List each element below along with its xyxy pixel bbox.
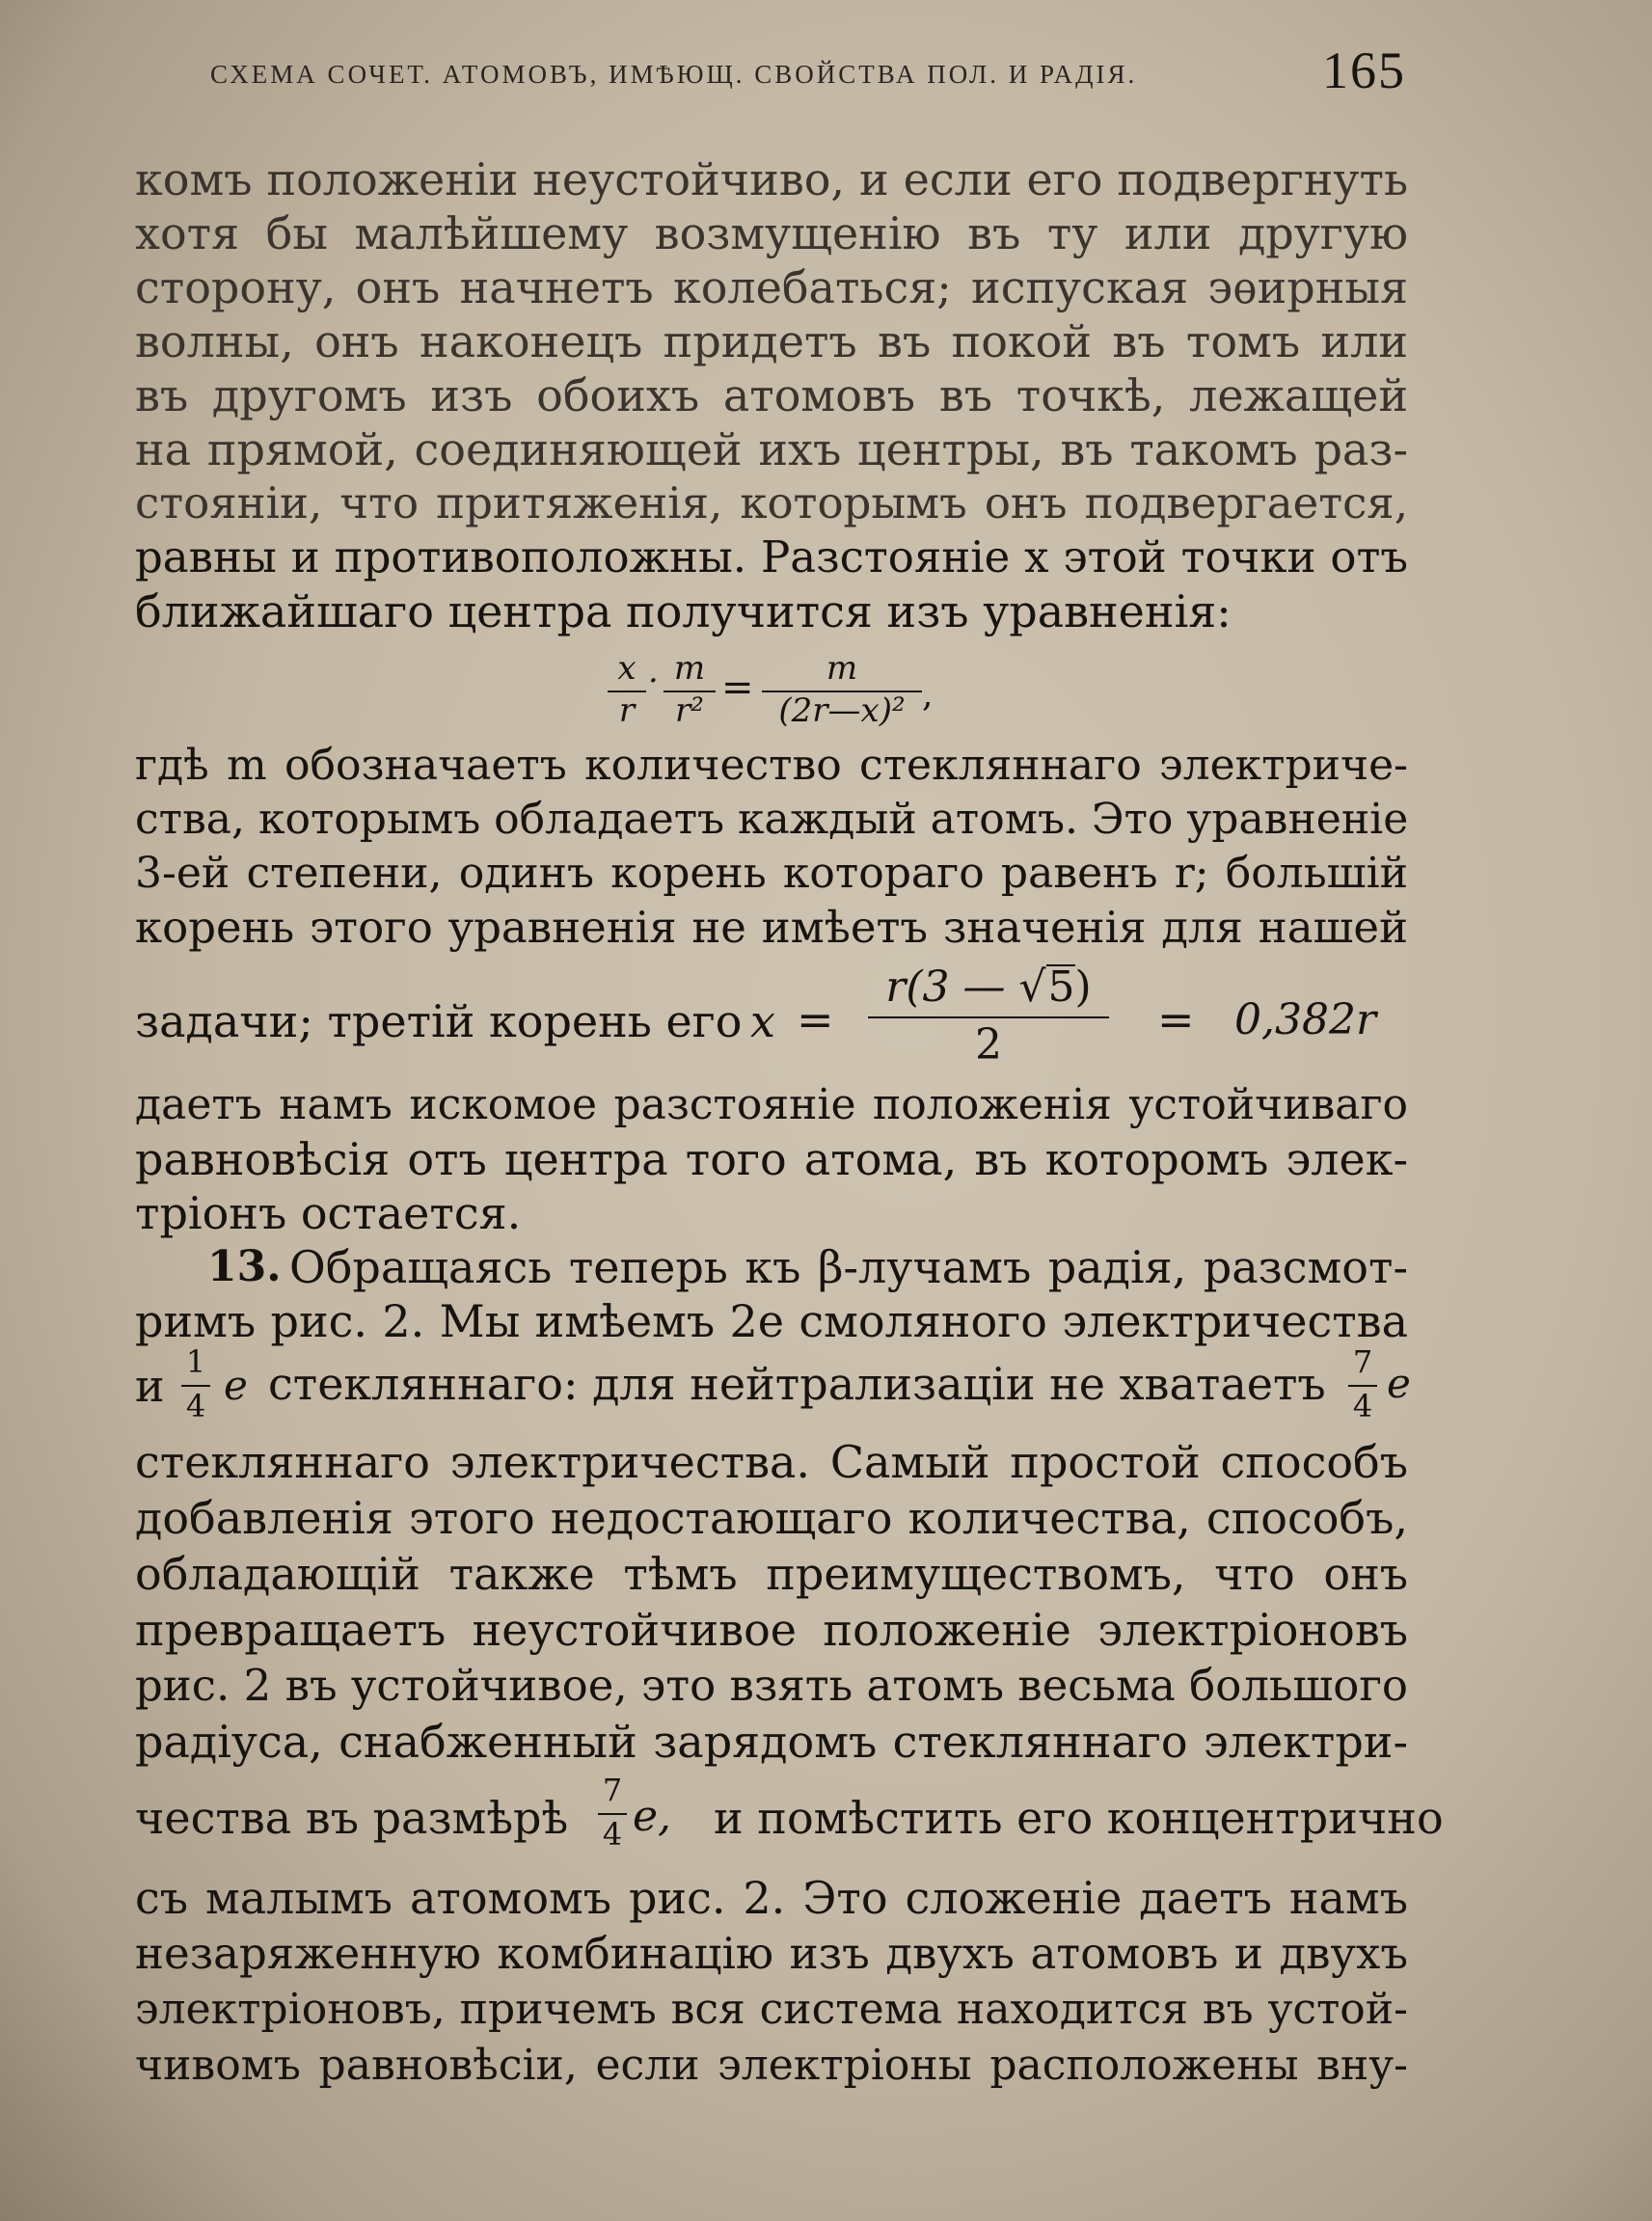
section-number: 13. (207, 1242, 282, 1291)
fraction-seven-quarters: 7 4 (598, 1774, 627, 1855)
paragraph-line: сторону, онъ начнетъ колебаться; испуская эѳирныя (135, 261, 1408, 313)
root-value: 0,382r (1234, 995, 1376, 1044)
running-header-title: СХЕМА СОЧЕТ. АТОМОВЪ, ИМѢЮЩ. СВОЙСТВА ПОЛ. И РАДІЯ. (210, 60, 1138, 89)
paragraph-line: въ другомъ изъ обоихъ атомовъ въ точкѣ, лежащей (135, 369, 1408, 421)
paragraph-line: чивомъ равновѣсіи, если электріоны расположены вну- (135, 2041, 1408, 2090)
paragraph-line: обладающій также тѣмъ преимуществомъ, что онъ (135, 1548, 1408, 1600)
paragraph-line: ближайшаго центра получится изъ уравненія: (135, 585, 1232, 637)
paragraph-line: волны, онъ наконецъ придетъ въ покой въ томъ или (135, 315, 1408, 367)
equation-variable: x (750, 995, 775, 1047)
paragraph-line: даетъ намъ искомое разстояніе положенія устойчиваго (135, 1080, 1408, 1129)
paragraph-line: незаряженную комбинацію изъ двухъ атомовъ и двухъ (135, 1928, 1408, 1979)
paragraph-line: 3-ей степени, одинъ корень котораго равенъ r; большій (135, 849, 1408, 898)
fraction-m-over-r-squared: m r² (664, 652, 716, 729)
paragraph-line: электріоновъ, причемъ вся система находится въ устой- (135, 1985, 1408, 2034)
page-number: 165 (1322, 41, 1406, 99)
paragraph-line: радіуса, снабженный зарядомъ стекляннаго электри- (135, 1716, 1408, 1768)
running-header (210, 41, 1406, 98)
fraction-seven-quarters: 7 4 (1348, 1346, 1377, 1427)
fraction-x-over-r: x r (608, 652, 646, 729)
book-page: СХЕМА СОЧЕТ. АТОМОВЪ, ИМѢЮЩ. СВОЙСТВА ПОЛ. И РАДІЯ. 165 комъ положеніи неустойчиво, и если его подвергнуть хотя бы малѣйшему возмущенію въ ту или другую сторону, онъ начнетъ колебаться; испуская эѳирныя волны, онъ наконецъ придетъ въ покой въ томъ или въ другомъ изъ обоихъ атомовъ въ точкѣ, лежащей на прямой, соединяющей ихъ центры, въ такомъ раз- стояніи, что притяженія, которымъ онъ подвергается, равны и противоположны. Разстояніе x этой точки отъ ближайшаго центра получится изъ уравненія: x r · m r² = m (2r—x)² , гдѣ m обозначаетъ количество стекляннаго электриче- ства, которымъ обладаетъ каждый атомъ. Это уравненіе 3-ей степени, одинъ корень котораго равенъ r; большій корень этого уравненія не имѣетъ значенія для нашей задачи; третій корень его x = r(3 — √5) 2 = 0,382r даетъ намъ искомое разстояніе положенія устойчиваго равновѣсія отъ центра того атома, въ которомъ элек- тріонъ остается. 13. Обращаясь теперь къ β-лучамъ радія, разсмот- римъ рис. 2. Мы имѣемъ 2e смоляного электричества и 1 4 e стекляннаго: для нейтрализаціи не хватаетъ 7 4 e стекляннаго электричества. Самый простой способъ добавленія этого недостающаго количества, способъ, обладающій также тѣмъ преимуществомъ, что онъ превращаетъ неустойчивое положеніе электріоновъ рис. 2 въ устойчивое, это взять атомъ весьма большого радіуса, снабженный зарядомъ стекляннаго электри- чества въ размѣрѣ 7 4 e, и помѣстить его концентрично съ малымъ атомомъ рис. 2. Это сложеніе даетъ намъ незаряженную комбинацію изъ двухъ атомовъ и двухъ электріоновъ, причемъ вся система находится въ устой- чивомъ равновѣсіи, если электріоны расположены вну- (0, 0, 1652, 2221)
paragraph-line: превращаетъ неустойчивое положеніе электріоновъ (135, 1604, 1408, 1656)
paragraph-line: стекляннаго электричества. Самый простой способъ (135, 1436, 1408, 1488)
paragraph-line: гдѣ m обозначаетъ количество стекляннаго электриче- (135, 741, 1408, 790)
fraction-m-over-2r-minus-x-squared: m (2r—x)² (762, 652, 922, 729)
paragraph-line: добавленія этого недостающаго количества, способъ, (135, 1492, 1408, 1544)
paragraph-line: тріонъ остается. (135, 1187, 522, 1239)
paragraph-line: стояніи, что притяженія, которымъ онъ подвергается, (135, 477, 1408, 528)
fraction-one-quarter: 1 4 (181, 1346, 210, 1427)
paragraph-line: равны и противоположны. Разстояніе x этой точки отъ (135, 531, 1408, 582)
paragraph-line: комъ положеніи неустойчиво, и если его подвергнуть (135, 153, 1408, 205)
paragraph-line: равновѣсія отъ центра того атома, въ которомъ элек- (135, 1133, 1408, 1185)
paragraph-line: ства, которымъ обладаетъ каждый атомъ. Это уравненіе (135, 795, 1409, 844)
paragraph-line: корень этого уравненія не имѣетъ значенія для нашей (135, 902, 1408, 953)
fraction-root-formula: r(3 — √5) 2 (868, 964, 1109, 1070)
paragraph-line: Обращаясь теперь къ β-лучамъ радія, разсмот- (289, 1241, 1408, 1293)
paragraph-line: съ малымъ атомомъ рис. 2. Это сложеніе даетъ намъ (135, 1872, 1408, 1924)
paragraph-line: рис. 2 въ устойчивое, это взять атомъ весьма большого (135, 1660, 1408, 1711)
paragraph-line: на прямой, соединяющей ихъ центры, въ такомъ раз- (135, 423, 1408, 475)
paragraph-line: хотя бы малѣйшему возмущенію въ ту или другую (135, 207, 1408, 259)
paragraph-line: римъ рис. 2. Мы имѣемъ 2e смоляного электричества (135, 1295, 1408, 1347)
equation-prefix: задачи; третій корень его (135, 995, 743, 1047)
